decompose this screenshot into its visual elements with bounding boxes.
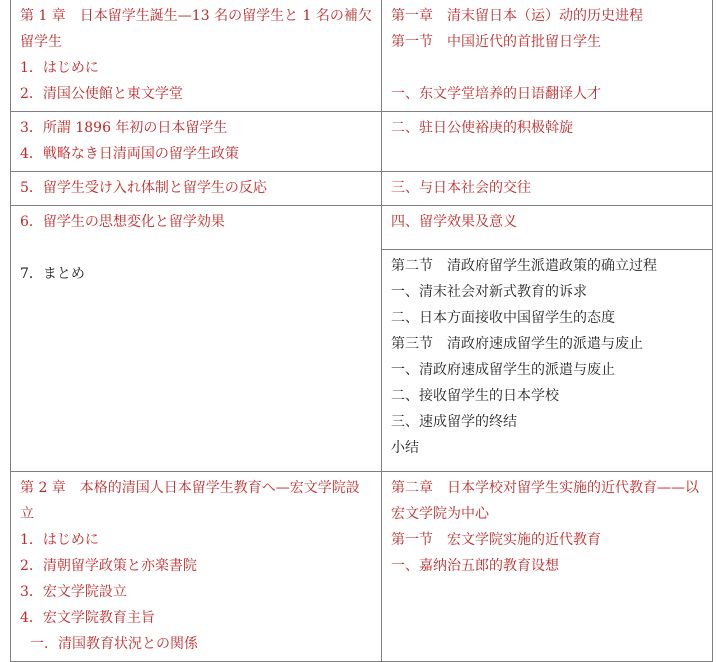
chapter-comparison-table — [10, 0, 713, 662]
outline-item: 3．宏文学院設立 — [20, 584, 127, 600]
outline-item: 7．まとめ — [20, 266, 85, 282]
outline-item: 一、东文学堂培养的日语翻译人才 — [391, 86, 601, 102]
outline-item: 四、留学效果及意义 — [391, 214, 517, 230]
outline-item: 二、驻日公使裕庚的积极斡旋 — [391, 120, 573, 136]
japanese-outline-cell — [11, 112, 382, 172]
outline-item: 1．はじめに — [20, 60, 99, 76]
outline-item: 一、嘉纳治五郎的教育设想 — [391, 558, 559, 574]
outline-item: 三、速成留学的终结 — [391, 414, 517, 430]
japanese-outline-cell — [11, 172, 382, 206]
japanese-outline-cell — [11, 206, 382, 472]
summary-item: 小结 — [391, 440, 419, 456]
outline-item: 5．留学生受け入れ体制と留学生の反応 — [20, 180, 267, 196]
outline-item: 1．はじめに — [20, 532, 99, 548]
section-heading: 第三节 清政府速成留学生的派遣与废止 — [391, 336, 643, 352]
outline-item: 二、接收留学生的日本学校 — [391, 388, 559, 404]
outline-item: 二、日本方面接收中国留学生的态度 — [391, 310, 615, 326]
outline-item: 一、清末社会对新式教育的诉求 — [391, 284, 587, 300]
table-row — [11, 112, 713, 172]
outline-item: 2．清朝留学政策と亦楽書院 — [20, 558, 197, 574]
table-row — [11, 472, 713, 662]
section-heading: 第一节 中国近代的首批留日学生 — [391, 34, 601, 50]
table-row — [11, 0, 713, 112]
cell-divider — [382, 249, 712, 461]
outline-subitem: 一．清国教育状況との関係 — [30, 636, 198, 652]
chinese-outline-cell — [382, 472, 713, 662]
table-row — [11, 206, 713, 472]
japanese-outline-cell — [11, 0, 382, 112]
section-heading: 第一节 宏文学院实施的近代教育 — [391, 532, 601, 548]
chinese-outline-cell — [382, 0, 713, 112]
chapter-1-heading: 第 1 章 日本留学生誕生—13 名の留学生と 1 名の補欠留学生 — [20, 8, 372, 50]
chapter-2-heading: 第 2 章 本格的清国人日本留学生教育へ—宏文学院設立 — [20, 480, 360, 522]
chinese-outline-cell — [382, 206, 713, 472]
section-heading: 第二节 清政府留学生派遣政策的确立过程 — [391, 258, 657, 274]
table-row — [11, 172, 713, 206]
outline-item: 2．清国公使館と東文学堂 — [20, 86, 183, 102]
japanese-outline-cell — [11, 472, 382, 662]
chapter-1-heading-cn: 第一章 清末留日本（运）动的历史进程 — [391, 8, 643, 24]
chapter-2-heading-cn: 第二章 日本学校对留学生实施的近代教育——以宏文学院为中心 — [391, 480, 699, 522]
outline-item: 3．所謂 1896 年初の日本留学生 — [20, 120, 228, 136]
outline-item: 4．戦略なき日清両国の留学生政策 — [20, 146, 239, 162]
outline-item: 三、与日本社会的交往 — [391, 180, 531, 196]
outline-item: 4．宏文学院教育主旨 — [20, 610, 155, 626]
outline-item: 6．留学生の思想変化と留学効果 — [20, 214, 225, 230]
chinese-outline-cell — [382, 172, 713, 206]
outline-item: 一、清政府速成留学生的派遣与废止 — [391, 362, 615, 378]
chinese-outline-cell — [382, 112, 713, 172]
